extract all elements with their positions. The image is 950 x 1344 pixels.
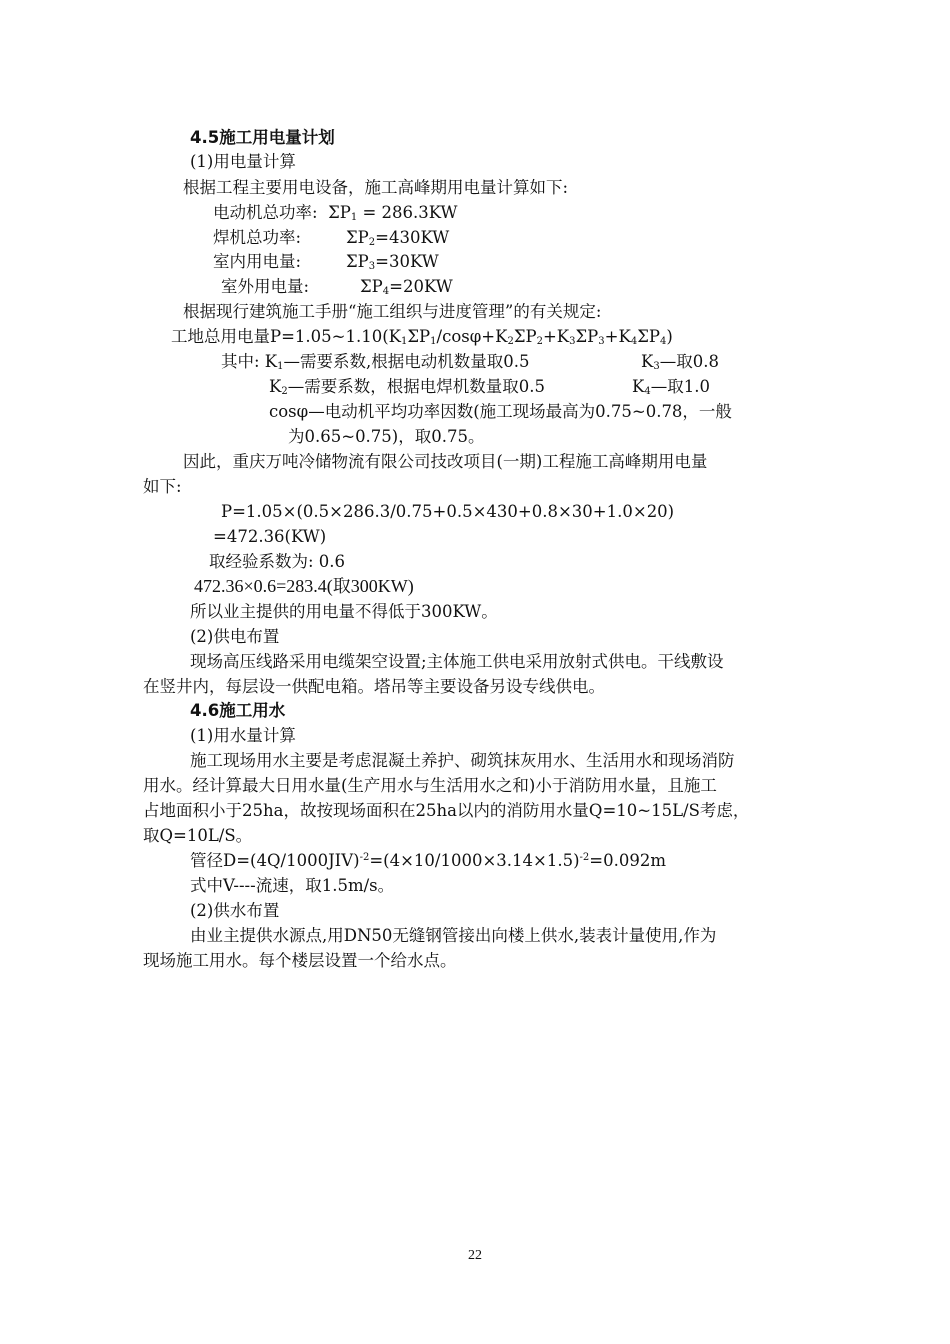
spec-reference: 根据现行建筑施工手册“施工组织与进度管理”的有关规定: xyxy=(183,302,602,321)
cos-phi-definition-cont: 为0.65~0.75)，取0.75。 xyxy=(288,427,485,446)
water-paragraph-3: 占地面积小于25ha，故按现场面积在25ha以内的消防用水量Q=10~15L/S考虑， xyxy=(143,801,750,820)
cos-phi-definition: cosφ—电动机平均功率因数(施工现场最高为0.75~0.78，一般 xyxy=(269,402,732,421)
water-paragraph-4: 取Q=10L/S。 xyxy=(143,826,253,845)
k4-definition: $K_4—$取1.0 xyxy=(632,377,710,397)
section-4-6-heading: 4.6施工用水 xyxy=(190,701,286,720)
power-layout-paragraph-cont: 在竖井内，每层设一供配电箱。塔吊等主要设备另设专线供电。 xyxy=(143,677,605,696)
outdoor-power-value: $\Sigma P_4=20KW$ xyxy=(360,277,453,297)
outdoor-power-line: 室外用电量: xyxy=(221,277,310,296)
total-power-formula: 工地总用电量$P=1.05\sim 1.10(K_1\Sigma P_1/\cos\varphi+K_2\Sigma P_2+K_3\Sigma P_3+K_4\Sigma P_4)$ xyxy=(171,327,673,347)
experience-coefficient: 取经验系数为: 0.6 xyxy=(209,552,346,571)
pipe-diameter-formula: 管径$D=(4Q/1000JIV)^{-2}=(4\times 10/1000\times 3.14\times 1.5)^{-2}=0.092m$ xyxy=(190,851,666,870)
water-layout-paragraph-cont: 现场施工用水。每个楼层设置一个给水点。 xyxy=(143,951,457,970)
subheading-power-calc: (1)用电量计算 xyxy=(190,152,296,171)
water-paragraph-2: 用水。经计算最大日用水量(生产用水与生活用水之和)小于消防用水量，且施工 xyxy=(143,776,717,795)
page-number: 22 xyxy=(468,1248,482,1263)
power-calculation-result: =472.36(KW) xyxy=(213,527,327,546)
therefore-paragraph: 因此，重庆万吨冷储物流有限公司技改项目(一期)工程施工高峰期用电量 xyxy=(183,452,708,471)
section-4-5-heading: 4.5施工用电量计划 xyxy=(190,128,335,147)
subheading-water-layout: (2)供水布置 xyxy=(190,901,280,920)
final-power-result: 472.36×0.6=283.4(取300KW) xyxy=(194,576,414,596)
motor-power-line: 电动机总功率: $\Sigma P_1 = 286.3KW$ xyxy=(213,203,458,223)
indoor-power-value: $\Sigma P_3=30KW$ xyxy=(346,252,439,272)
k2-definition: $K_2—$需要系数，根据电焊机数量取0.5 xyxy=(269,377,545,397)
power-calculation: P=1.05×(0.5×286.3/0.75+0.5×430+0.8×30+1.0×20) xyxy=(221,502,675,521)
power-conclusion: 所以业主提供的用电量不得低于300KW。 xyxy=(190,602,498,621)
power-layout-paragraph: 现场高压线路采用电缆架空设置;主体施工供电采用放射式供电。干线敷设 xyxy=(190,652,724,671)
welder-power-value: $\Sigma P_2=430KW$ xyxy=(346,228,450,248)
water-layout-paragraph: 由业主提供水源点,用DN50无缝钢管接出向楼上供水,装表计量使用,作为 xyxy=(190,926,717,945)
indoor-power-line: 室内用电量: xyxy=(213,252,302,271)
subheading-water-calc: (1)用水量计算 xyxy=(190,726,296,745)
therefore-paragraph-cont: 如下: xyxy=(143,477,182,496)
k1-definition: 其中: $K_1—$需要系数,根据电动机数量取0.5 xyxy=(221,352,530,372)
subheading-power-layout: (2)供电布置 xyxy=(190,627,280,646)
power-intro: 根据工程主要用电设备，施工高峰期用电量计算如下: xyxy=(183,178,569,197)
water-paragraph-1: 施工现场用水主要是考虑混凝土养护、砌筑抹灰用水、生活用水和现场消防 xyxy=(190,751,735,770)
k3-definition: $K_3—$取0.8 xyxy=(641,352,719,372)
velocity-note: 式中V----流速，取1.5m/s。 xyxy=(190,876,395,895)
welder-power-line: 焊机总功率: xyxy=(213,228,302,247)
